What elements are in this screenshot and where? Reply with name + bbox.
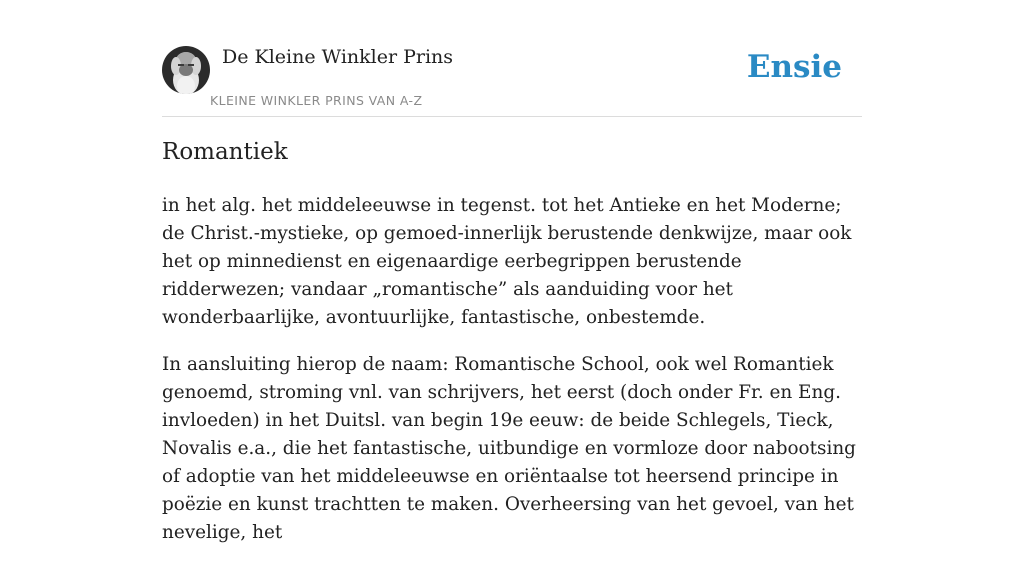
article-paragraph: in het alg. het middeleeuwse in tegenst. tot het Antieke en het Moderne; de Christ.-mystieke, op gemoed-innerlijk berustende denkwijze, maar ook het op minnedienst en eigenaardige eerbegrippen berustende ridderwezen; vandaar „romantische” als aanduiding voor het wonderbaarlijke, avontuurlijke, fantastische, onbestemde. (162, 195, 852, 328)
article-paragraph: In aansluiting hierop de naam: Romantische School, ook wel Romantiek genoemd, stroming vnl. van schrijvers, het eerst (doch onder Fr. en Eng. invloeden) in het Duitsl. van begin 19e eeuw: de beide Schlegels, Tieck, Novalis e.a., die het fantastische, uitbundige en vormloze door nabootsing of adoptie van het middeleeuwse en oriëntaalse tot heersend principe in poëzie en kunst trachtten te maken. Overheersing van het gevoel, van het nevelige, het (162, 354, 856, 543)
article-body (162, 192, 862, 566)
source-header (162, 46, 862, 117)
source-title[interactable]: De Kleine Winkler Prins (222, 46, 454, 68)
brand-logo[interactable]: Ensie (746, 49, 842, 85)
article-title: Romantiek (162, 139, 288, 165)
source-subtitle[interactable]: KLEINE WINKLER PRINS VAN A-Z (210, 93, 423, 108)
avatar[interactable] (162, 46, 210, 94)
